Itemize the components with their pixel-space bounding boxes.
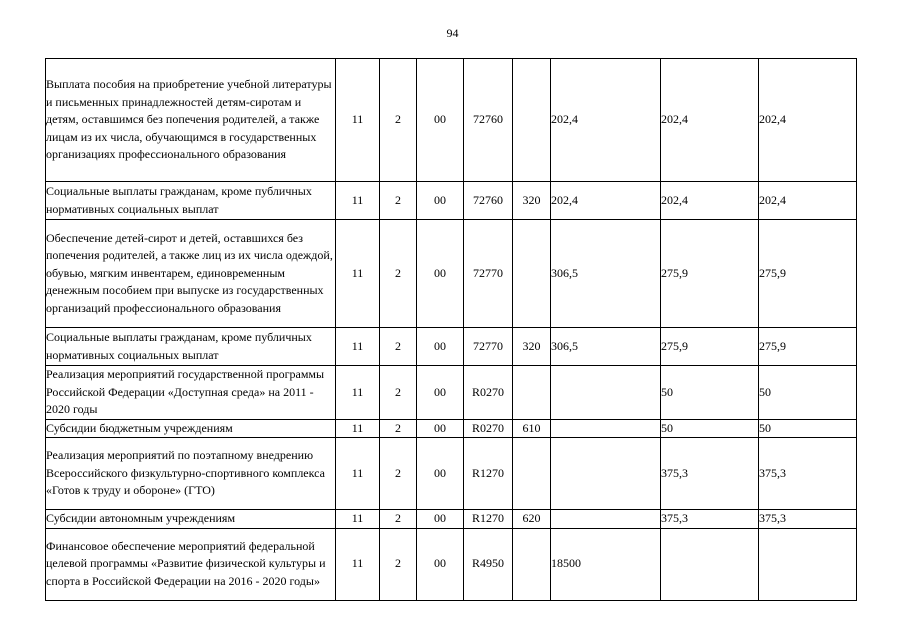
amount-year-1: 306,5 xyxy=(551,328,661,366)
expense-type-code xyxy=(513,438,551,510)
target-item-code: R1270 xyxy=(464,438,513,510)
subsection-code: 2 xyxy=(380,182,417,220)
table-row xyxy=(46,328,857,366)
section-code: 11 xyxy=(336,528,380,600)
target-item-code: 72770 xyxy=(464,220,513,328)
target-item-code: 72760 xyxy=(464,59,513,182)
section-code: 11 xyxy=(336,366,380,420)
amount-year-3: 375,3 xyxy=(759,438,857,510)
amount-year-1: 202,4 xyxy=(551,59,661,182)
row-description: Финансовое обеспечение мероприятий федеральной целевой программы «Развитие физической культуры и спорта в Российской Федерации на 2016 - 2020 годы» xyxy=(46,528,336,600)
row-description: Обеспечение детей-сирот и детей, оставшихся без попечения родителей, а также лиц из их числа одеждой, обувью, мягким инвентарем, единовременным денежным пособием при выпуске из государственных организаций профессионального образования xyxy=(46,220,336,328)
program-code: 00 xyxy=(417,182,464,220)
amount-year-2: 202,4 xyxy=(661,182,759,220)
target-item-code: R0270 xyxy=(464,366,513,420)
table-row xyxy=(46,182,857,220)
subsection-code: 2 xyxy=(380,438,417,510)
amount-year-2: 275,9 xyxy=(661,328,759,366)
section-code: 11 xyxy=(336,438,380,510)
section-code: 11 xyxy=(336,328,380,366)
expense-type-code xyxy=(513,220,551,328)
subsection-code: 2 xyxy=(380,328,417,366)
amount-year-3: 275,9 xyxy=(759,220,857,328)
row-description: Социальные выплаты гражданам, кроме публичных нормативных социальных выплат xyxy=(46,328,336,366)
page-number: 94 xyxy=(446,26,459,40)
subsection-code: 2 xyxy=(380,59,417,182)
amount-year-1 xyxy=(551,438,661,510)
program-code: 00 xyxy=(417,510,464,529)
section-code: 11 xyxy=(336,182,380,220)
table-row xyxy=(46,528,857,600)
program-code: 00 xyxy=(417,438,464,510)
subsection-code: 2 xyxy=(380,510,417,529)
target-item-code: 72760 xyxy=(464,182,513,220)
subsection-code: 2 xyxy=(380,528,417,600)
expense-type-code: 610 xyxy=(513,419,551,438)
amount-year-2: 202,4 xyxy=(661,59,759,182)
section-code: 11 xyxy=(336,419,380,438)
expense-type-code: 620 xyxy=(513,510,551,529)
subsection-code: 2 xyxy=(380,220,417,328)
amount-year-3 xyxy=(759,528,857,600)
target-item-code: R0270 xyxy=(464,419,513,438)
program-code: 00 xyxy=(417,220,464,328)
amount-year-3: 50 xyxy=(759,366,857,420)
expense-type-code: 320 xyxy=(513,328,551,366)
amount-year-3: 275,9 xyxy=(759,328,857,366)
budget-table xyxy=(45,58,857,601)
subsection-code: 2 xyxy=(380,419,417,438)
program-code: 00 xyxy=(417,328,464,366)
amount-year-1: 18500 xyxy=(551,528,661,600)
amount-year-3: 50 xyxy=(759,419,857,438)
amount-year-2: 275,9 xyxy=(661,220,759,328)
table-row xyxy=(46,510,857,529)
expense-type-code xyxy=(513,59,551,182)
row-description: Субсидии бюджетным учреждениям xyxy=(46,419,336,438)
row-description: Социальные выплаты гражданам, кроме публичных нормативных социальных выплат xyxy=(46,182,336,220)
amount-year-2 xyxy=(661,528,759,600)
table-row xyxy=(46,419,857,438)
section-code: 11 xyxy=(336,220,380,328)
row-description: Реализация мероприятий государственной программы Российской Федерации «Доступная среда» на 2011 - 2020 годы xyxy=(46,366,336,420)
program-code: 00 xyxy=(417,59,464,182)
amount-year-3: 375,3 xyxy=(759,510,857,529)
target-item-code: R4950 xyxy=(464,528,513,600)
program-code: 00 xyxy=(417,528,464,600)
amount-year-2: 375,3 xyxy=(661,438,759,510)
amount-year-1 xyxy=(551,366,661,420)
table-row xyxy=(46,366,857,420)
section-code: 11 xyxy=(336,510,380,529)
target-item-code: R1270 xyxy=(464,510,513,529)
amount-year-2: 375,3 xyxy=(661,510,759,529)
expense-type-code xyxy=(513,366,551,420)
program-code: 00 xyxy=(417,366,464,420)
amount-year-1 xyxy=(551,510,661,529)
subsection-code: 2 xyxy=(380,366,417,420)
row-description: Реализация мероприятий по поэтапному внедрению Всероссийского физкультурно-спортивного комплекса «Готов к труду и обороне» (ГТО) xyxy=(46,438,336,510)
program-code: 00 xyxy=(417,419,464,438)
amount-year-3: 202,4 xyxy=(759,182,857,220)
target-item-code: 72770 xyxy=(464,328,513,366)
table-row xyxy=(46,220,857,328)
amount-year-1: 202,4 xyxy=(551,182,661,220)
row-description: Выплата пособия на приобретение учебной литературы и письменных принадлежностей детям-сиротам и детям, оставшимся без попечения родителей, а также лицам из их числа, обучающимся в государственных организациях профессионального образования xyxy=(46,59,336,182)
row-description: Субсидии автономным учреждениям xyxy=(46,510,336,529)
section-code: 11 xyxy=(336,59,380,182)
amount-year-1 xyxy=(551,419,661,438)
table-row xyxy=(46,59,857,182)
expense-type-code: 320 xyxy=(513,182,551,220)
amount-year-2: 50 xyxy=(661,366,759,420)
amount-year-1: 306,5 xyxy=(551,220,661,328)
expense-type-code xyxy=(513,528,551,600)
amount-year-2: 50 xyxy=(661,419,759,438)
table-row xyxy=(46,438,857,510)
amount-year-3: 202,4 xyxy=(759,59,857,182)
